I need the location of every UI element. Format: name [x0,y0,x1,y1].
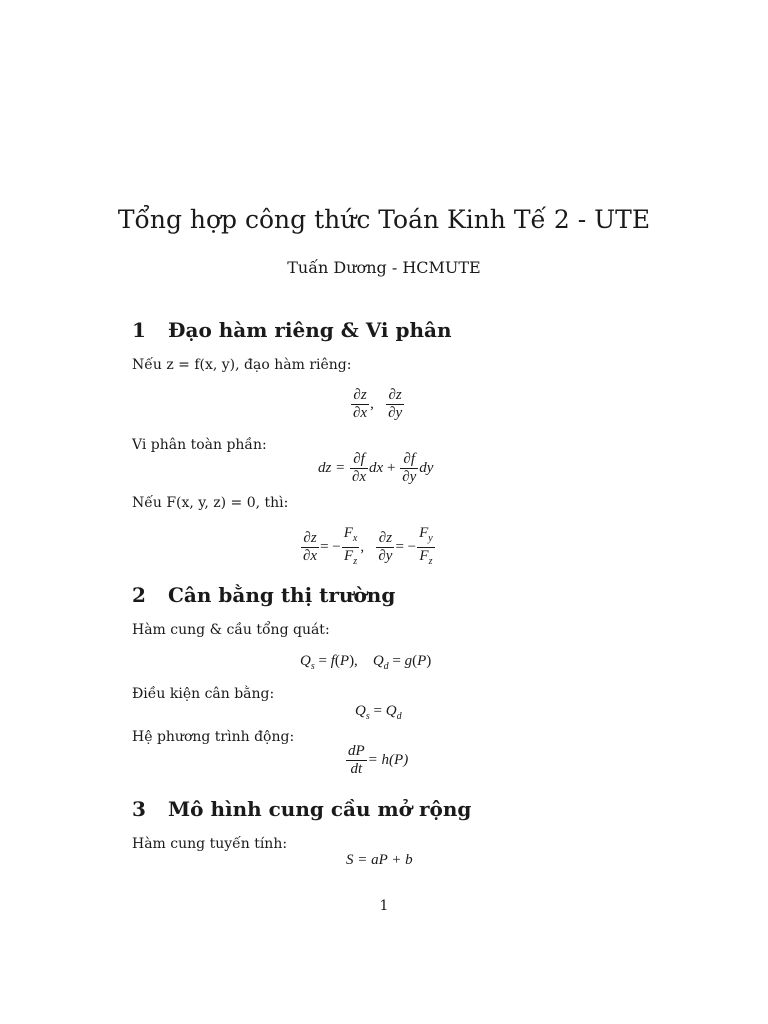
equation-equilibrium: $Q_s = Q_d$ [355,703,402,722]
section-title: Đạo hàm riêng & Vi phân [168,318,452,342]
section-number: 2 [132,583,146,607]
paragraph: Hàm cung tuyến tính: [132,836,288,852]
page-number: 1 [379,898,389,914]
page-title: Tổng hợp công thức Toán Kinh Tế 2 - UTE [117,205,651,234]
section-number: 1 [132,318,146,342]
paragraph: Hệ phương trình động: [132,729,295,745]
paragraph: Điều kiện cân bằng: [132,686,275,702]
section-title: Cân bằng thị trường [168,583,396,607]
section-number: 3 [132,797,146,821]
section-heading-2 [132,583,395,607]
equation-total-differential: dz = $\frac{\partial f}{\partial x}$ dx + $\frac{\partial f}{\partial y}$ dy [318,451,434,485]
paragraph: Hàm cung & cầu tổng quát: [132,622,330,638]
section-title: Mô hình cung cầu mở rộng [168,797,472,821]
paragraph: Vi phân toàn phần: [132,437,267,453]
section-heading-1 [132,318,452,342]
equation-implicit: $\frac{\partial z}{\partial x}$ = − $\frac{F_x}{F_z}$ , $\frac{\partial z}{\partial y}$ = − $\frac{F_y}{F_z}$ [303,525,433,567]
author: Tuấn Dương - HCMUTE [287,258,481,277]
equation-dynamic: $\frac{dP}{dt}$ = h(P) [348,743,409,777]
equation-partials: $\frac{\partial z}{\partial x}$ , $\frac{\partial z}{\partial y}$ [353,387,403,421]
equation-supply-demand: $Q_s = f(P)$, $Q_d = g(P)$ [300,653,432,672]
paragraph: Nếu z = f(x, y), đạo hàm riêng: [132,357,352,373]
section-heading-3 [132,797,471,821]
paragraph: Nếu F(x, y, z) = 0, thì: [132,495,289,511]
equation-linear-supply: S = aP + b [346,852,413,868]
